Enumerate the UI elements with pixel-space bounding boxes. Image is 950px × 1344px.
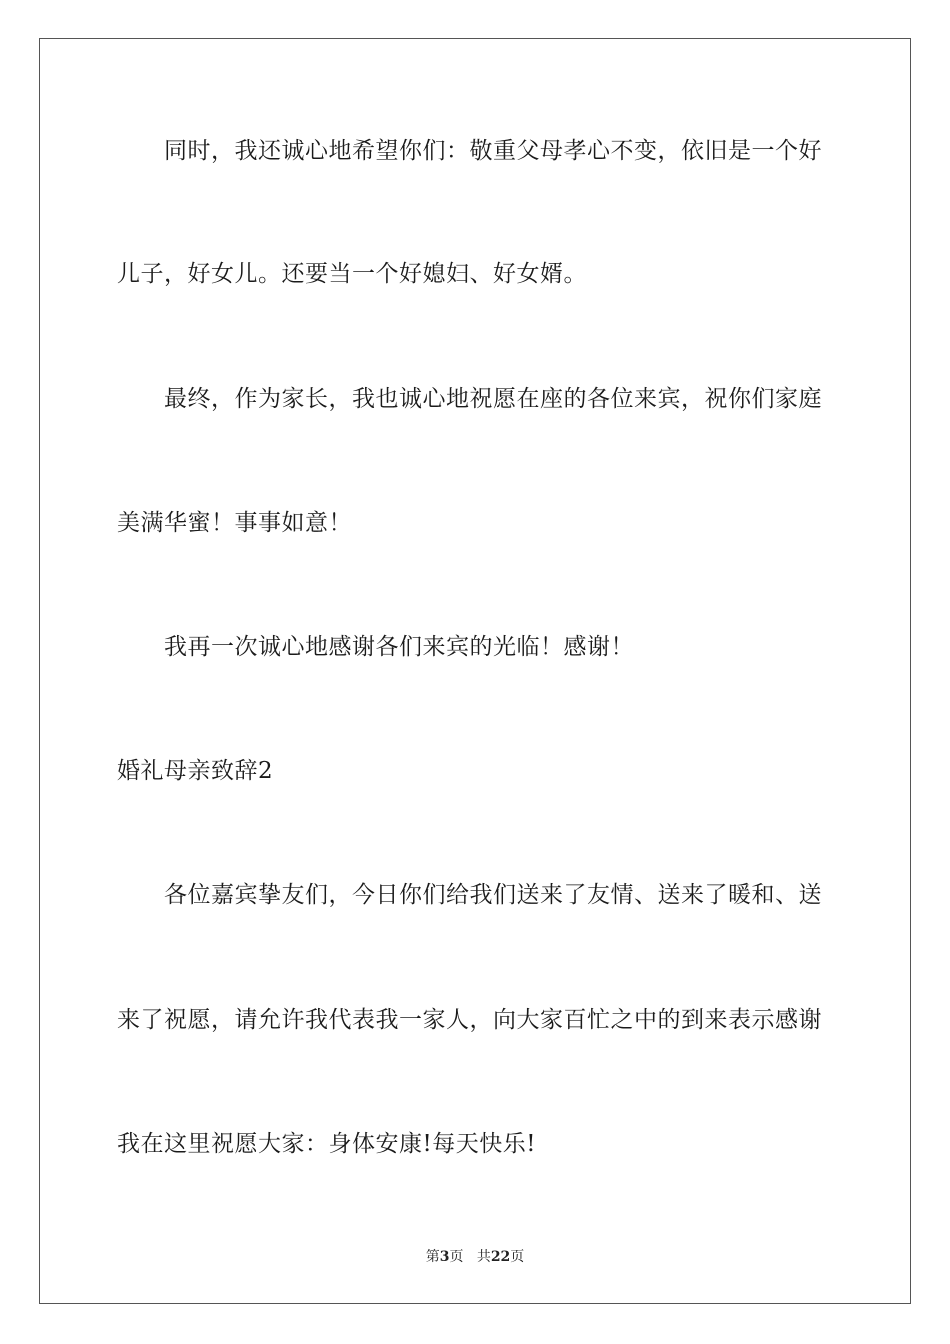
paragraph-line: 同时，我还诚心地希望你们：敬重父母孝心不变，依旧是一个好 (164, 138, 822, 164)
total-suffix: 页 (510, 1249, 525, 1265)
paragraph-line: 我在这里祝愿大家：身体安康!每天快乐! (117, 1131, 536, 1157)
total-prefix: 共 (476, 1249, 491, 1265)
paragraph-line: 美满华蜜！事事如意！ (117, 510, 352, 536)
paragraph-line: 各位嘉宾挚友们，今日你们给我们送来了友情、送来了暖和、送 (164, 882, 822, 908)
page-footer (0, 1247, 950, 1267)
page-suffix: 页 (449, 1249, 464, 1265)
total-pages: 22 (490, 1249, 511, 1265)
paragraph-line: 最终，作为家长，我也诚心地祝愿在座的各位来宾，祝你们家庭 (164, 386, 822, 412)
page-number: 3 (439, 1249, 450, 1265)
paragraph-line: 来了祝愿，请允许我代表我一家人，向大家百忙之中的到来表示感谢 (117, 1007, 822, 1033)
page-prefix: 第 (425, 1249, 440, 1265)
paragraph-line: 儿子，好女儿。还要当一个好媳妇、好女婿。 (117, 261, 587, 287)
section-heading: 婚礼母亲致辞2 (117, 758, 274, 784)
paragraph-line: 我再一次诚心地感谢各们来宾的光临！感谢！ (164, 634, 634, 660)
page-border (39, 38, 911, 1304)
